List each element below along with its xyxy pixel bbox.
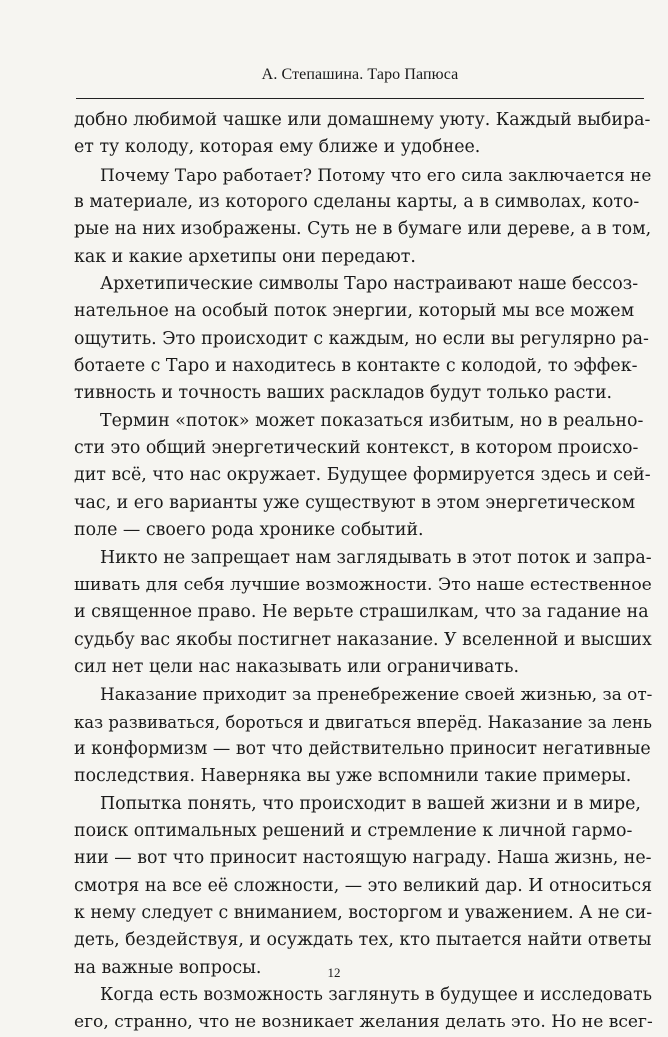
paragraph bbox=[74, 681, 652, 790]
text-line: судьбу вас якобы постигнет наказание. У вселенной и высших bbox=[74, 629, 652, 650]
paragraph bbox=[74, 107, 652, 162]
header-rule bbox=[76, 98, 644, 99]
text-line: Почему Таро работает? Потому что его сила заключается не bbox=[100, 164, 652, 185]
text-line: Термин «поток» может показаться избитым, но в реально- bbox=[100, 410, 644, 431]
text-line: поиск оптимальных решений и стремление к личной гармо- bbox=[74, 820, 633, 841]
text-line: поле — своего рода хронике событий. bbox=[74, 520, 424, 541]
paragraph bbox=[74, 545, 652, 682]
text-line: Наказание приходит за пренебрежение своей жизнью, за от- bbox=[100, 684, 653, 705]
text-line: как и какие архетипы они передают. bbox=[74, 246, 416, 267]
text-line: смотря на все её сложности, — это великий дар. И относиться bbox=[74, 875, 653, 896]
text-line: рые на них изображены. Суть не в бумаге или дереве, а в том, bbox=[74, 219, 652, 240]
text-line: на важные вопросы. bbox=[74, 957, 262, 978]
text-line: Архетипические символы Таро настраивают наше бессоз- bbox=[100, 274, 639, 295]
paragraph bbox=[74, 162, 652, 271]
text-line: ботаете с Таро и находитесь в контакте с колодой, то эффек- bbox=[74, 356, 638, 377]
text-line: в материале, из которого сделаны карты, а в символах, кото- bbox=[74, 192, 640, 213]
text-line: сил нет цели нас наказывать или ограничивать. bbox=[74, 656, 519, 677]
text-line: деть, бездействуя, и осуждать тех, кто пытается найти ответы bbox=[74, 930, 652, 951]
text-line: последствия. Наверняка вы уже вспомнили такие примеры. bbox=[74, 766, 632, 787]
text-line: шивать для себя лучшие возможности. Это наше естественное bbox=[74, 574, 652, 595]
text-line: дит всё, что нас окружает. Будущее формируется здесь и сей- bbox=[74, 465, 651, 486]
text-line: добно любимой чашке или домашнему уюту. Каждый выбира- bbox=[74, 110, 651, 130]
text-line: тивность и точность ваших раскладов будут только расти. bbox=[74, 383, 613, 404]
paragraph bbox=[74, 271, 652, 408]
paragraph bbox=[74, 791, 652, 982]
page-number: 12 bbox=[327, 965, 341, 980]
text-line: каз развиваться, бороться и двигаться вперёд. Наказание за лень bbox=[74, 712, 653, 732]
running-head: А. Степашина. Таро Папюса bbox=[261, 66, 459, 83]
text-line: Попытка понять, что происходит в вашей жизни и в мире, bbox=[100, 793, 641, 814]
text-line: и конформизм — вот что действительно приносит негативные bbox=[74, 738, 651, 759]
text-line: сти это общий энергетический контекст, в котором происхо- bbox=[74, 438, 639, 459]
paragraph bbox=[74, 408, 652, 545]
text-line: его, странно, что не возникает желания делать это. Но не всег- bbox=[74, 1012, 653, 1033]
text-line: ет ту колоду, которая ему ближе и удобнее. bbox=[74, 137, 481, 158]
text-line: нательное на особый поток энергии, который мы все можем bbox=[74, 301, 635, 322]
text-line: Никто не запрещает нам заглядывать в этот поток и запра- bbox=[100, 547, 652, 568]
paragraph bbox=[74, 982, 652, 1037]
text-line: час, и его варианты уже существуют в этом энергетическом bbox=[74, 492, 636, 513]
body-text bbox=[74, 107, 652, 1037]
text-line: нии — вот что приносит настоящую награду. Наша жизнь, не- bbox=[74, 848, 652, 869]
text-line: Когда есть возможность заглянуть в будущее и исследовать bbox=[100, 985, 653, 1005]
text-line: ощутить. Это происходит с каждым, но если вы регулярно ра- bbox=[74, 328, 649, 349]
text-line: к нему следует с вниманием, восторгом и уважением. А не си- bbox=[74, 902, 653, 923]
text-line: и священное право. Не верьте страшилкам, что за гадание на bbox=[74, 602, 649, 623]
